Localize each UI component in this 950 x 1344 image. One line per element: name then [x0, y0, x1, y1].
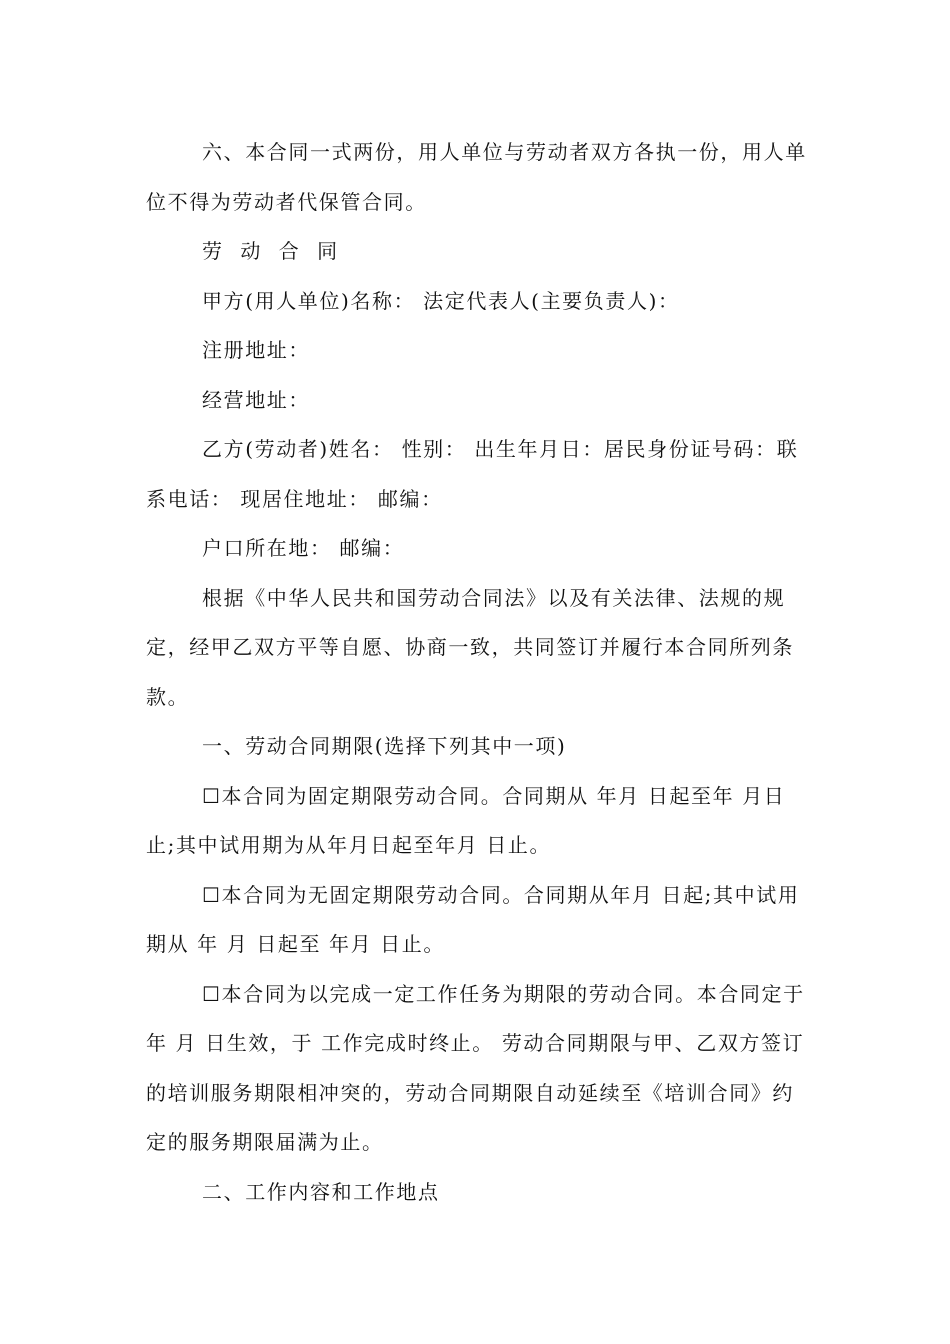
- party-b-info-line: 乙方(劳动者)姓名： 性别： 出生年月日：居民身份证号码：联系电话： 现居住地址： 邮编：: [146, 437, 799, 511]
- business-address-line: 经营地址：: [202, 387, 310, 412]
- open-term-option: ☐本合同为无固定期限劳动合同。合同期从年月 日起;其中试用期从 年 月 日起至 年月 日止。: [146, 882, 800, 956]
- household-registration-line: 户口所在地： 邮编：: [202, 536, 405, 560]
- section-two-heading: 二、工作内容和工作地点: [202, 1179, 440, 1204]
- legal-basis-paragraph: 根据《中华人民共和国劳动合同法》以及有关法律、法规的规定，经甲乙双方平等自愿、协商一致，共同签订并履行本合同所列条款。: [146, 585, 794, 709]
- section-one-heading: 一、劳动合同期限(选择下列其中一项): [202, 734, 567, 758]
- clause-six-paragraph: 六、本合同一式两份，用人单位与劳动者双方各执一份，用人单位不得为劳动者代保管合同。: [146, 140, 807, 214]
- document-body: [146, 128, 814, 1217]
- registered-address-line: 注册地址：: [202, 338, 310, 362]
- party-a-name-line: 甲方(用人单位)名称： 法定代表人(主要负责人)：: [202, 288, 680, 313]
- fixed-term-option: ☐本合同为固定期限劳动合同。合同期从 年月 日起至年 月日止;其中试用期为从年月日起至年月 日止。: [146, 783, 786, 857]
- contract-title: 劳 动 合 同: [202, 239, 344, 263]
- task-based-term-option: ☐本合同为以完成一定工作任务为期限的劳动合同。本合同定于年 月 日生效，于 工作完成时终止。 劳动合同期限与甲、乙双方签订的培训服务期限相冲突的，劳动合同期限自动延续至《培训合同》约定的服务期限届满为止。: [146, 981, 805, 1154]
